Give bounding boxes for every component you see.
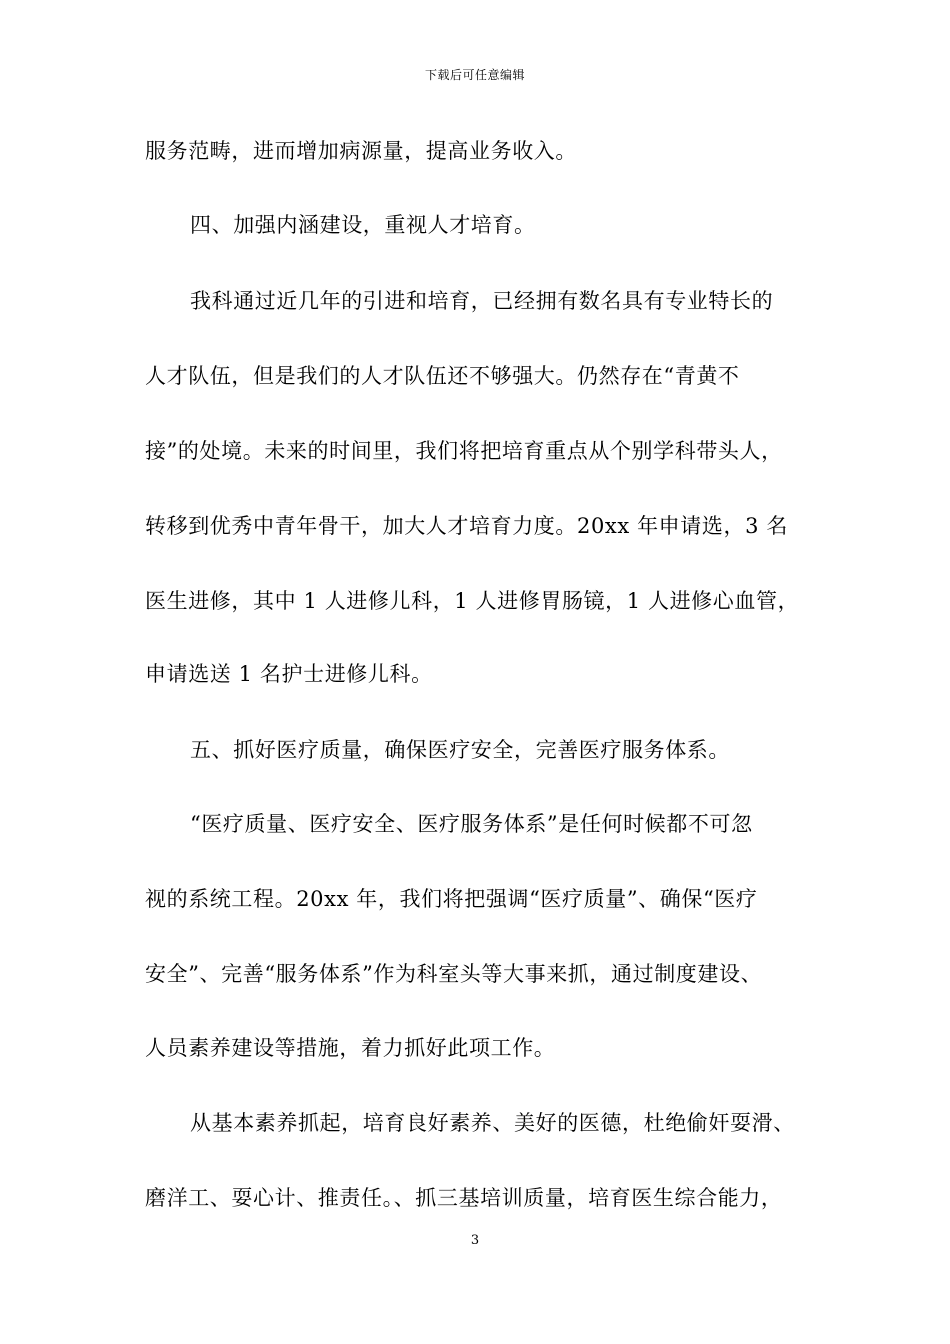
section-heading: 四、加强内涵建设，重视人才培育。 (190, 213, 536, 237)
text-line: 磨洋工、耍心计、推责任。、抓三基培训质量，培育医生综合能力， (145, 1186, 783, 1210)
text-line: 转移到优秀中青年骨干，加大人才培育力度。20xx 年申请选，3 名 (145, 514, 788, 538)
header-note: 下载后可任意编辑 (424, 68, 525, 82)
page-number: 3 (470, 1233, 480, 1248)
text-line: 申请选送 1 名护士进修儿科。 (145, 662, 433, 686)
text-line: 接”的处境。未来的时间里，我们将把培育重点从个别学科带头人， (145, 439, 783, 463)
text-line: 安全”、完善“服务体系”作为科室头等大事来抓，通过制度建设、 (145, 962, 763, 986)
text-line: 从基本素养抓起，培育良好素养、美好的医德，杜绝偷奸耍滑、 (190, 1111, 795, 1135)
text-line: 我科通过近几年的引进和培育，已经拥有数名具有专业特长的 (190, 289, 774, 313)
section-heading: 五、抓好医疗质量，确保医疗安全，完善医疗服务体系。 (190, 738, 730, 762)
text-line: 人员素养建设等措施，着力抓好此项工作。 (145, 1036, 556, 1060)
text-line: “医疗质量、医疗安全、医疗服务体系”是任何时候都不可忽 (190, 812, 753, 836)
text-line: 服务范畴，进而增加病源量，提高业务收入。 (145, 139, 577, 163)
text-line: 人才队伍，但是我们的人才队伍还不够强大。仍然存在“青黄不 (145, 364, 740, 388)
text-line: 视的系统工程。20xx 年，我们将把强调“医疗质量”、确保“医疗 (145, 887, 758, 911)
text-line: 医生进修，其中 1 人进修儿科，1 人进修胃肠镜，1 人进修心血管， (145, 589, 800, 613)
